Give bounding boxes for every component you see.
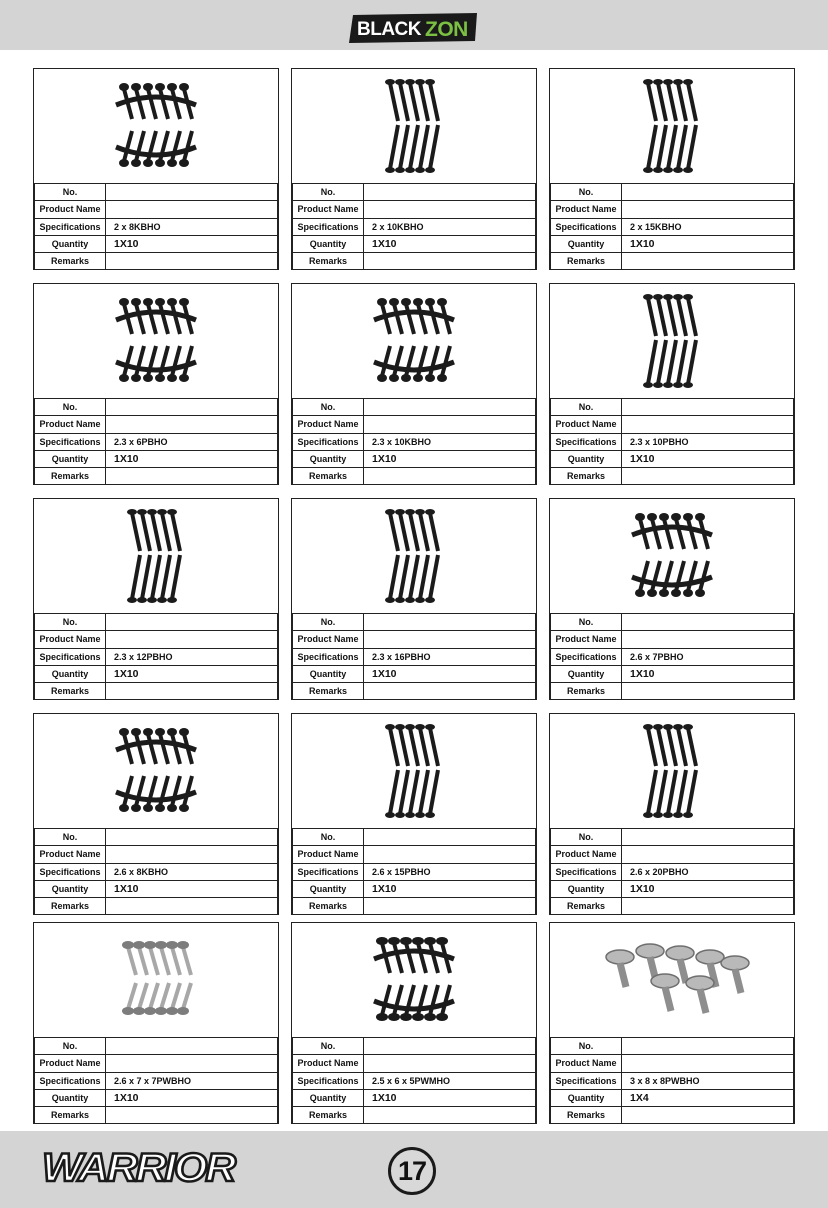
part-photo (34, 714, 278, 828)
spec-value: 2.3 x 12PBHO (106, 648, 278, 665)
spec-label: Quantity (35, 880, 106, 897)
part-card (33, 283, 279, 485)
part-photo (550, 923, 794, 1037)
spec-label: No. (35, 399, 106, 416)
quantity-value: 1X10 (622, 235, 794, 252)
spec-label: Remarks (293, 468, 364, 485)
part-card (549, 283, 795, 485)
spec-value: 2.6 x 20PBHO (622, 863, 794, 880)
spec-label: Specifications (551, 1072, 622, 1089)
quantity-value: 1X10 (106, 235, 278, 252)
empty-value (106, 253, 278, 270)
empty-value (106, 399, 278, 416)
spec-label: Remarks (551, 253, 622, 270)
empty-value (364, 846, 536, 863)
spec-row-product-name (35, 846, 278, 863)
spec-label: Quantity (551, 1089, 622, 1106)
empty-value (106, 184, 278, 201)
part-card (549, 498, 795, 700)
spec-label: Remarks (551, 1107, 622, 1124)
empty-value (364, 253, 536, 270)
spec-label: No. (551, 829, 622, 846)
spec-row-product-name (293, 1055, 536, 1072)
empty-value (622, 253, 794, 270)
empty-value (622, 184, 794, 201)
spec-row-specifications (293, 648, 536, 665)
spec-table (550, 183, 794, 270)
part-card (33, 498, 279, 700)
spec-label: No. (293, 614, 364, 631)
spec-label: Product Name (551, 201, 622, 218)
spec-row-quantity (35, 1089, 278, 1106)
spec-row-product-name (293, 416, 536, 433)
spec-label: No. (293, 184, 364, 201)
spec-row-quantity (293, 450, 536, 467)
spec-table (550, 398, 794, 485)
spec-row-product-name (293, 201, 536, 218)
spec-label: Product Name (551, 631, 622, 648)
spec-row-specifications (35, 863, 278, 880)
spec-label: No. (35, 614, 106, 631)
spec-label: Remarks (35, 683, 106, 700)
empty-value (364, 399, 536, 416)
empty-value (106, 683, 278, 700)
spec-row-remarks (293, 1107, 536, 1124)
spec-row-no (293, 1038, 536, 1055)
spec-value: 2.6 x 7PBHO (622, 648, 794, 665)
spec-row-no (293, 614, 536, 631)
spec-table (292, 613, 536, 700)
spec-label: Product Name (35, 846, 106, 863)
spec-label: Remarks (35, 1107, 106, 1124)
spec-row-product-name (35, 416, 278, 433)
empty-value (364, 631, 536, 648)
svg-text:WARRIOR: WARRIOR (42, 1146, 237, 1189)
screw-photo-icon (292, 499, 536, 613)
empty-value (622, 898, 794, 915)
part-photo (34, 69, 278, 183)
page-footer (0, 1131, 828, 1208)
spec-label: Product Name (293, 1055, 364, 1072)
spec-label: No. (293, 829, 364, 846)
screw-photo-icon (550, 69, 794, 183)
spec-row-no (293, 184, 536, 201)
spec-label: Quantity (35, 450, 106, 467)
spec-row-quantity (293, 665, 536, 682)
spec-label: Specifications (35, 433, 106, 450)
spec-row-remarks (35, 683, 278, 700)
spec-row-product-name (551, 201, 794, 218)
spec-label: Product Name (293, 631, 364, 648)
spec-row-remarks (293, 683, 536, 700)
spec-row-specifications (293, 218, 536, 235)
spec-label: Product Name (293, 201, 364, 218)
quantity-value: 1X10 (106, 880, 278, 897)
spec-label: Specifications (551, 863, 622, 880)
quantity-value: 1X10 (106, 450, 278, 467)
spec-label: Remarks (35, 898, 106, 915)
spec-row-quantity (35, 880, 278, 897)
spec-label: Product Name (35, 631, 106, 648)
spec-row-no (551, 184, 794, 201)
empty-value (622, 614, 794, 631)
spec-value: 2.5 x 6 x 5PWMHO (364, 1072, 536, 1089)
part-photo (34, 499, 278, 613)
screw-photo-icon (34, 923, 278, 1037)
spec-label: Remarks (293, 898, 364, 915)
spec-row-quantity (293, 1089, 536, 1106)
spec-table (34, 1037, 278, 1124)
spec-value: 2 x 10KBHO (364, 218, 536, 235)
spec-row-no (35, 829, 278, 846)
spec-table (550, 1037, 794, 1124)
spec-row-no (551, 829, 794, 846)
spec-row-remarks (551, 253, 794, 270)
empty-value (364, 614, 536, 631)
spec-label: Quantity (293, 235, 364, 252)
empty-value (106, 468, 278, 485)
spec-label: Quantity (551, 880, 622, 897)
spec-label: Product Name (551, 1055, 622, 1072)
spec-value: 2.3 x 6PBHO (106, 433, 278, 450)
screw-photo-icon (34, 284, 278, 398)
page-number: 17 (397, 1155, 427, 1186)
spec-row-no (35, 614, 278, 631)
screw-photo-icon (292, 714, 536, 828)
spec-row-quantity (551, 880, 794, 897)
spec-row-remarks (551, 683, 794, 700)
part-card (549, 68, 795, 270)
spec-row-product-name (551, 631, 794, 648)
empty-value (106, 829, 278, 846)
part-photo (292, 284, 536, 398)
warrior-logo (40, 1143, 238, 1189)
spec-label: Specifications (293, 218, 364, 235)
spec-table (34, 183, 278, 270)
spec-label: Quantity (293, 1089, 364, 1106)
empty-value (622, 416, 794, 433)
spec-row-quantity (551, 1089, 794, 1106)
empty-value (364, 829, 536, 846)
part-photo (34, 923, 278, 1037)
spec-row-no (35, 1038, 278, 1055)
empty-value (106, 1107, 278, 1124)
spec-row-specifications (551, 648, 794, 665)
spec-label: Remarks (293, 253, 364, 270)
empty-value (622, 201, 794, 218)
spec-label: Remarks (551, 683, 622, 700)
spec-table (292, 398, 536, 485)
spec-row-no (293, 829, 536, 846)
spec-value: 2.3 x 10PBHO (622, 433, 794, 450)
empty-value (364, 1055, 536, 1072)
spec-label: Specifications (551, 433, 622, 450)
spec-value: 2.6 x 15PBHO (364, 863, 536, 880)
spec-label: Quantity (35, 1089, 106, 1106)
spec-label: Remarks (35, 253, 106, 270)
svg-text:ZON: ZON (425, 18, 468, 41)
quantity-value: 1X4 (622, 1089, 794, 1106)
part-card (291, 498, 537, 700)
spec-label: Remarks (293, 1107, 364, 1124)
part-photo (550, 284, 794, 398)
spec-row-specifications (35, 648, 278, 665)
spec-label: Quantity (551, 235, 622, 252)
empty-value (622, 1038, 794, 1055)
spec-row-quantity (293, 880, 536, 897)
spec-label: Product Name (35, 416, 106, 433)
spec-label: No. (35, 829, 106, 846)
spec-label: Specifications (293, 1072, 364, 1089)
spec-label: Remarks (35, 468, 106, 485)
spec-table (292, 828, 536, 915)
empty-value (622, 829, 794, 846)
spec-label: Quantity (35, 665, 106, 682)
spec-label: Specifications (551, 648, 622, 665)
spec-row-product-name (551, 846, 794, 863)
spec-row-remarks (293, 898, 536, 915)
spec-value: 2.6 x 7 x 7PWBHO (106, 1072, 278, 1089)
empty-value (106, 201, 278, 218)
spec-row-specifications (551, 863, 794, 880)
spec-row-specifications (551, 433, 794, 450)
part-card (291, 922, 537, 1124)
spec-label: Remarks (551, 898, 622, 915)
spec-row-quantity (35, 235, 278, 252)
empty-value (364, 184, 536, 201)
quantity-value: 1X10 (106, 665, 278, 682)
spec-row-specifications (35, 433, 278, 450)
part-photo (292, 923, 536, 1037)
part-card (549, 922, 795, 1124)
part-photo (550, 69, 794, 183)
spec-row-specifications (35, 1072, 278, 1089)
spec-value: 2 x 8KBHO (106, 218, 278, 235)
screw-photo-icon (550, 923, 794, 1037)
empty-value (364, 683, 536, 700)
spec-label: No. (551, 399, 622, 416)
spec-row-product-name (551, 416, 794, 433)
quantity-value: 1X10 (364, 1089, 536, 1106)
spec-row-remarks (551, 1107, 794, 1124)
spec-row-quantity (551, 665, 794, 682)
quantity-value: 1X10 (364, 880, 536, 897)
spec-label: Product Name (293, 416, 364, 433)
spec-row-no (293, 399, 536, 416)
spec-row-remarks (35, 898, 278, 915)
part-photo (292, 499, 536, 613)
screw-photo-icon (34, 714, 278, 828)
spec-label: Quantity (293, 665, 364, 682)
spec-table (292, 183, 536, 270)
spec-label: Specifications (35, 218, 106, 235)
screw-photo-icon (550, 284, 794, 398)
empty-value (622, 846, 794, 863)
spec-label: Specifications (35, 648, 106, 665)
spec-table (34, 828, 278, 915)
spec-label: Quantity (551, 450, 622, 467)
empty-value (622, 468, 794, 485)
spec-row-no (551, 614, 794, 631)
spec-row-remarks (293, 253, 536, 270)
quantity-value: 1X10 (364, 450, 536, 467)
empty-value (364, 416, 536, 433)
spec-label: Quantity (293, 880, 364, 897)
quantity-value: 1X10 (622, 665, 794, 682)
spec-label: No. (35, 1038, 106, 1055)
spec-row-remarks (551, 898, 794, 915)
spec-label: No. (551, 1038, 622, 1055)
part-photo (292, 714, 536, 828)
empty-value (364, 468, 536, 485)
empty-value (106, 416, 278, 433)
spec-label: Quantity (293, 450, 364, 467)
part-card (549, 713, 795, 915)
spec-label: No. (551, 614, 622, 631)
spec-row-specifications (35, 218, 278, 235)
empty-value (622, 683, 794, 700)
page-number-badge (388, 1147, 436, 1195)
empty-value (106, 1038, 278, 1055)
empty-value (364, 1038, 536, 1055)
screw-photo-icon (292, 284, 536, 398)
screw-photo-icon (550, 714, 794, 828)
spec-row-quantity (35, 665, 278, 682)
spec-table (550, 613, 794, 700)
part-card (291, 68, 537, 270)
spec-row-no (35, 184, 278, 201)
spec-value: 2 x 15KBHO (622, 218, 794, 235)
spec-row-specifications (293, 863, 536, 880)
spec-row-remarks (35, 253, 278, 270)
empty-value (106, 846, 278, 863)
empty-value (106, 1055, 278, 1072)
spec-label: Specifications (551, 218, 622, 235)
spec-label: Specifications (35, 1072, 106, 1089)
spec-row-specifications (551, 218, 794, 235)
spec-value: 2.3 x 16PBHO (364, 648, 536, 665)
part-card (33, 713, 279, 915)
spec-label: No. (293, 399, 364, 416)
screw-photo-icon (292, 923, 536, 1037)
spec-label: Product Name (35, 1055, 106, 1072)
svg-text:BLACK: BLACK (357, 19, 421, 40)
screw-photo-icon (34, 499, 278, 613)
spec-row-product-name (35, 631, 278, 648)
empty-value (622, 1055, 794, 1072)
part-photo (34, 284, 278, 398)
screw-photo-icon (292, 69, 536, 183)
part-card (291, 713, 537, 915)
part-photo (550, 714, 794, 828)
quantity-value: 1X10 (622, 450, 794, 467)
spec-row-product-name (35, 201, 278, 218)
spec-value: 2.3 x 10KBHO (364, 433, 536, 450)
spec-table (34, 613, 278, 700)
spec-table (34, 398, 278, 485)
spec-label: Specifications (293, 863, 364, 880)
spec-label: Remarks (551, 468, 622, 485)
spec-row-quantity (551, 450, 794, 467)
part-card (33, 922, 279, 1124)
quantity-value: 1X10 (106, 1089, 278, 1106)
screw-photo-icon (34, 69, 278, 183)
part-photo (550, 499, 794, 613)
spec-label: Specifications (293, 433, 364, 450)
spec-row-quantity (293, 235, 536, 252)
spec-row-product-name (551, 1055, 794, 1072)
empty-value (364, 1107, 536, 1124)
spec-row-specifications (293, 1072, 536, 1089)
spec-label: Quantity (551, 665, 622, 682)
spec-table (292, 1037, 536, 1124)
empty-value (364, 201, 536, 218)
spec-row-remarks (35, 1107, 278, 1124)
spec-row-product-name (35, 1055, 278, 1072)
spec-row-remarks (551, 468, 794, 485)
spec-table (550, 828, 794, 915)
spec-value: 2.6 x 8KBHO (106, 863, 278, 880)
spec-row-specifications (293, 433, 536, 450)
empty-value (364, 898, 536, 915)
spec-label: Specifications (293, 648, 364, 665)
spec-label: No. (551, 184, 622, 201)
quantity-value: 1X10 (364, 235, 536, 252)
screw-photo-icon (550, 499, 794, 613)
empty-value (106, 631, 278, 648)
empty-value (622, 399, 794, 416)
part-photo (292, 69, 536, 183)
part-card (33, 68, 279, 270)
spec-row-no (35, 399, 278, 416)
quantity-value: 1X10 (622, 880, 794, 897)
spec-label: Quantity (35, 235, 106, 252)
spec-label: Specifications (35, 863, 106, 880)
spec-label: Product Name (293, 846, 364, 863)
spec-value: 3 x 8 x 8PWBHO (622, 1072, 794, 1089)
spec-row-quantity (551, 235, 794, 252)
spec-row-no (551, 399, 794, 416)
spec-row-remarks (293, 468, 536, 485)
spec-label: Product Name (551, 846, 622, 863)
empty-value (622, 1107, 794, 1124)
spec-row-product-name (293, 631, 536, 648)
empty-value (106, 898, 278, 915)
spec-row-remarks (35, 468, 278, 485)
quantity-value: 1X10 (364, 665, 536, 682)
spec-row-no (551, 1038, 794, 1055)
spec-label: Product Name (35, 201, 106, 218)
spec-label: No. (35, 184, 106, 201)
empty-value (622, 631, 794, 648)
spec-row-specifications (551, 1072, 794, 1089)
spec-label: Remarks (293, 683, 364, 700)
empty-value (106, 614, 278, 631)
spec-row-quantity (35, 450, 278, 467)
spec-row-product-name (293, 846, 536, 863)
part-card (291, 283, 537, 485)
spec-label: Product Name (551, 416, 622, 433)
spec-label: No. (293, 1038, 364, 1055)
